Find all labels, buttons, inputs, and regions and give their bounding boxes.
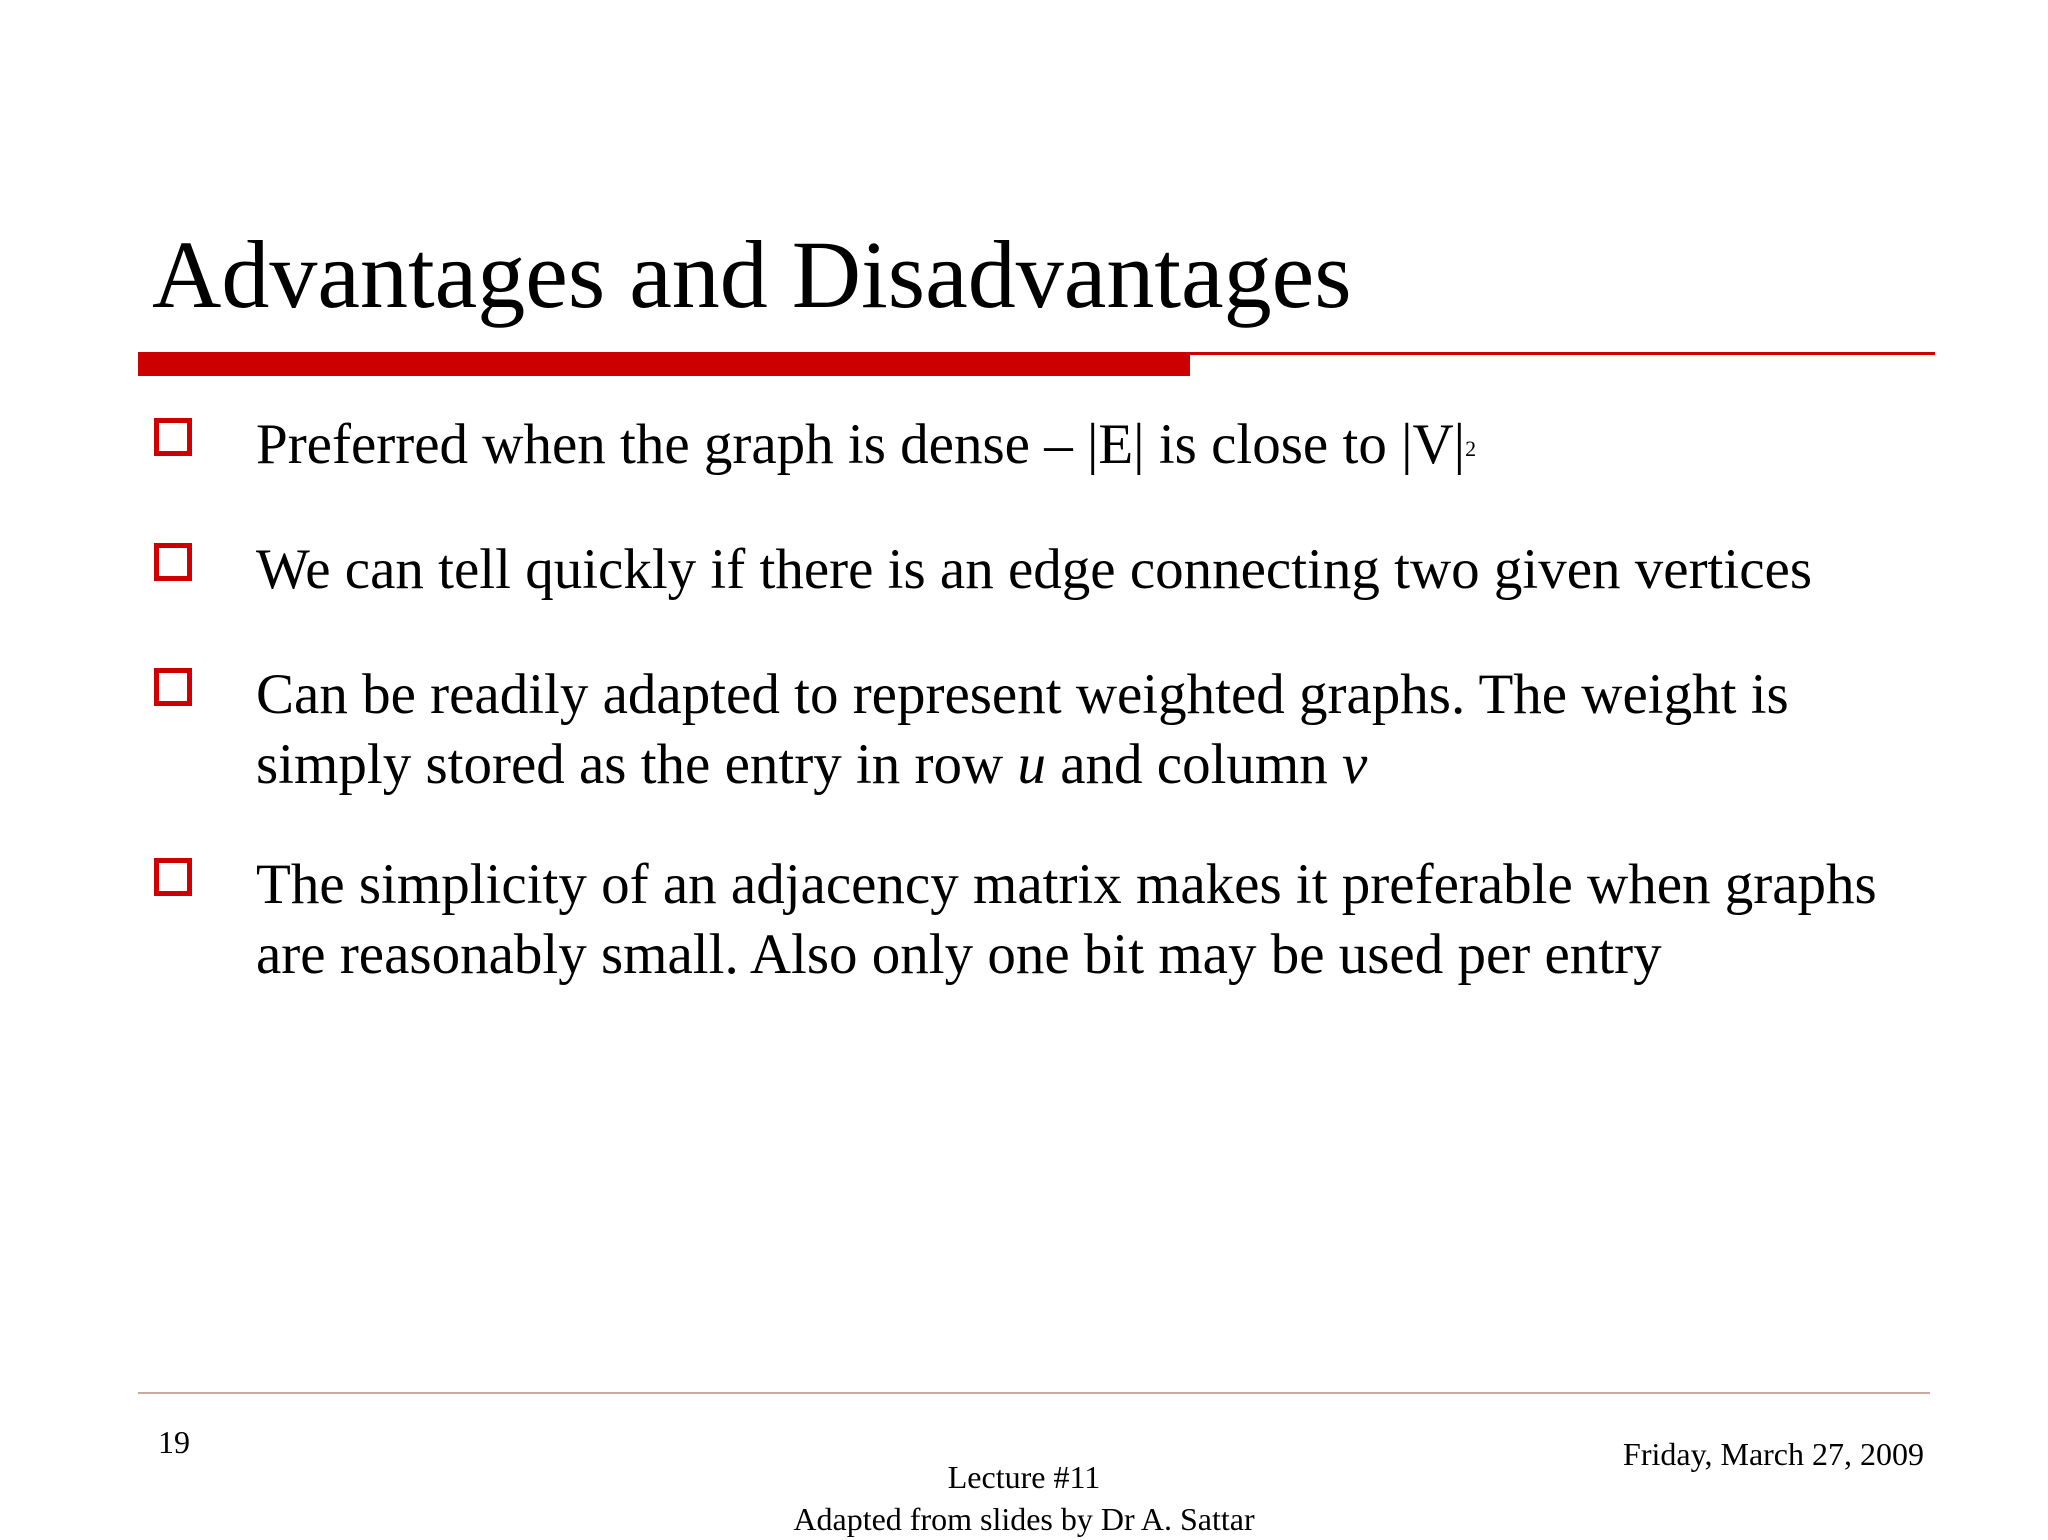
square-bullet-icon — [154, 418, 192, 456]
adapted-from-label: Adapted from slides by Dr A. Sattar — [793, 1501, 1255, 1537]
bullet-line: Can be readily adapted to represent weighted graphs. The weight is — [256, 663, 1789, 726]
bullet-text: and column — [1045, 733, 1342, 796]
italic-variable: u — [1017, 733, 1046, 796]
title-underline-thin — [1190, 352, 1935, 355]
title-underline-thick — [138, 352, 1190, 376]
page-number: 19 — [158, 1424, 190, 1460]
bullet-item — [152, 410, 1476, 480]
bullet-line — [256, 730, 1789, 800]
bullet-line — [256, 410, 1476, 480]
lecture-label: Lecture #11 — [947, 1459, 1101, 1495]
footer-divider — [138, 1392, 1930, 1394]
italic-variable: v — [1342, 733, 1368, 796]
bullet-item — [152, 850, 1877, 990]
bullet-item — [152, 660, 1789, 800]
bullet-line: The simplicity of an adjacency matrix makes it preferable when graphs — [256, 853, 1877, 916]
bullet-text: simply stored as the entry in row — [256, 733, 1018, 796]
square-bullet-icon — [154, 668, 192, 706]
square-bullet-icon — [154, 858, 192, 896]
square-bullet-icon — [154, 543, 192, 581]
bullet-item — [152, 535, 1812, 605]
bullet-line: are reasonably small. Also only one bit may be used per entry — [256, 923, 1662, 986]
slide-title: Advantages and Disadvantages — [152, 221, 1352, 328]
footer-date: Friday, March 27, 2009 — [1623, 1436, 1924, 1472]
superscript: 2 — [1465, 436, 1477, 461]
bullet-text: Preferred when the graph is dense – |E| is close to |V| — [256, 413, 1466, 476]
bullet-line: We can tell quickly if there is an edge connecting two given vertices — [256, 538, 1813, 601]
